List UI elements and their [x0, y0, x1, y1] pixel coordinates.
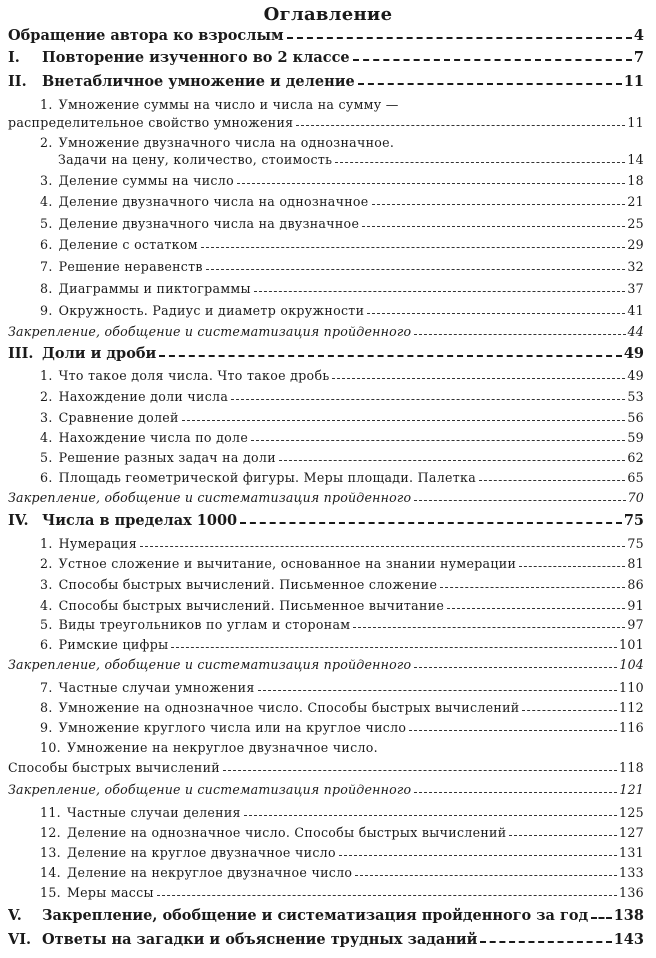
item-number: 9.: [40, 720, 53, 735]
dot-leader: [509, 834, 617, 836]
dot-leader: [206, 268, 626, 270]
dot-leader: [355, 874, 617, 876]
toc-item-2-3[interactable]: [40, 173, 644, 188]
item-text: Устное сложение и вычитание, основанное на знании нумерации: [58, 556, 517, 571]
item-number: 7.: [40, 259, 53, 274]
item-number: 4.: [40, 430, 53, 445]
item-page: 136: [619, 885, 644, 900]
toc-item-2-6[interactable]: [40, 237, 644, 252]
item-text: Умножение на однозначное число. Способы быстрых вычислений: [58, 700, 520, 715]
item-text: Умножение двузначного числа на однозначное.: [58, 135, 395, 150]
dot-leader: [335, 161, 625, 163]
dot-leader: [358, 82, 622, 85]
item-number: 4.: [40, 598, 53, 613]
item-page: 81: [627, 556, 644, 571]
item-text: Сравнение долей: [58, 410, 179, 425]
item-page: 37: [627, 281, 644, 296]
item-number: 3.: [40, 577, 53, 592]
summary-text: Закрепление, обобщение и систематизация пройденного: [8, 657, 412, 672]
summary-page: 121: [619, 782, 644, 797]
item-text: Умножение круглого числа или на круглое число: [58, 720, 407, 735]
toc-item-4-12[interactable]: [40, 825, 644, 840]
toc-item-4-8[interactable]: [40, 700, 644, 715]
item-number: 8.: [40, 281, 53, 296]
item-page: 21: [627, 194, 644, 209]
item-text-cont: Способы быстрых вычислений: [8, 760, 220, 775]
section-number: I.: [8, 49, 20, 66]
item-text: Деление двузначного числа на однозначное: [58, 194, 369, 209]
dot-leader: [296, 124, 625, 126]
section-number: IV.: [8, 512, 29, 529]
dot-leader: [201, 246, 626, 248]
entry-text: Обращение автора ко взрослым: [8, 27, 284, 44]
toc-item-3-6[interactable]: [40, 470, 644, 485]
item-text: Меры массы: [66, 885, 154, 900]
item-number: 15.: [40, 885, 61, 900]
item-page: 112: [619, 700, 644, 715]
section-number: VI.: [8, 931, 32, 948]
toc-item-2-1-line2[interactable]: [8, 115, 644, 130]
item-page: 133: [619, 865, 644, 880]
item-number: 6.: [40, 470, 53, 485]
item-page: 97: [627, 617, 644, 632]
toc-item-4-10-line2[interactable]: [8, 760, 644, 775]
item-text: Диаграммы и пиктограммы: [58, 281, 251, 296]
item-page: 125: [619, 805, 644, 820]
item-text: Решение неравенств: [58, 259, 203, 274]
summary-page: 44: [627, 324, 644, 339]
item-text-cont: распределительное свойство умножения: [8, 115, 294, 130]
item-number: 3.: [40, 410, 53, 425]
item-page: 53: [627, 389, 644, 404]
item-text: Римские цифры: [58, 637, 169, 652]
item-page: 56: [627, 410, 644, 425]
item-text: Нумерация: [58, 536, 137, 551]
item-text: Деление двузначного числа на двузначное: [58, 216, 360, 231]
toc-item-4-6[interactable]: [40, 637, 644, 652]
dot-leader: [237, 182, 625, 184]
toc-summary-4a[interactable]: [8, 657, 644, 672]
toc-section-4[interactable]: [8, 512, 644, 529]
item-text: Виды треугольников по углам и сторонам: [58, 617, 351, 632]
toc-item-2-8[interactable]: [40, 281, 644, 296]
section-page: 75: [623, 512, 644, 529]
item-number: 7.: [40, 680, 53, 695]
dot-leader: [372, 203, 626, 205]
item-page: 49: [627, 368, 644, 383]
item-text: Деление суммы на число: [58, 173, 234, 188]
section-title: Доли и дроби: [42, 345, 157, 362]
item-text: Частные случаи деления: [66, 805, 241, 820]
item-number: 5.: [40, 216, 53, 231]
toc-section-1[interactable]: [8, 49, 644, 66]
dot-leader: [251, 439, 625, 441]
item-number: 6.: [40, 237, 53, 252]
toc-item-2-7[interactable]: [40, 259, 644, 274]
section-page: 11: [623, 73, 644, 90]
toc-item-2-1-line1[interactable]: [40, 97, 644, 112]
toc-item-3-1[interactable]: [40, 368, 644, 383]
item-text: Площадь геометрической фигуры. Меры площади. Палетка: [58, 470, 477, 485]
dot-leader: [339, 854, 617, 856]
section-page: 138: [613, 907, 644, 924]
page-title: Оглавление: [263, 4, 393, 25]
dot-leader: [480, 940, 611, 943]
item-page: 11: [627, 115, 644, 130]
dot-leader: [223, 769, 617, 771]
dot-leader: [231, 398, 625, 400]
item-page: 29: [627, 237, 644, 252]
toc-item-4-7[interactable]: [40, 680, 644, 695]
toc-entry-author-note[interactable]: [8, 27, 644, 44]
item-number: 4.: [40, 194, 53, 209]
toc-item-2-9[interactable]: [40, 303, 644, 318]
item-page: 101: [619, 637, 644, 652]
toc-item-4-10-line1[interactable]: [40, 740, 644, 755]
item-page: 116: [619, 720, 644, 735]
toc-item-4-1[interactable]: [40, 536, 644, 551]
item-page: 41: [627, 303, 644, 318]
summary-page: 104: [619, 657, 644, 672]
item-page: 25: [627, 216, 644, 231]
toc-item-3-5[interactable]: [40, 450, 644, 465]
item-number: 8.: [40, 700, 53, 715]
item-number: 5.: [40, 617, 53, 632]
item-number: 1.: [40, 97, 53, 112]
dot-leader: [157, 894, 617, 896]
toc-item-4-2[interactable]: [40, 556, 644, 571]
dot-leader: [414, 499, 625, 501]
item-number: 11.: [40, 805, 61, 820]
dot-leader: [440, 586, 625, 588]
dot-leader: [409, 729, 617, 731]
dot-leader: [362, 225, 625, 227]
section-title: Числа в пределах 1000: [42, 512, 238, 529]
item-text: Нахождение числа по доле: [58, 430, 249, 445]
item-page: 127: [619, 825, 644, 840]
dot-leader: [140, 545, 625, 547]
dot-leader: [353, 626, 625, 628]
item-number: 6.: [40, 637, 53, 652]
entry-page: 4: [633, 27, 644, 44]
item-number: 1.: [40, 368, 53, 383]
section-title: Закрепление, обобщение и систематизация пройденного за год: [42, 907, 589, 924]
item-page: 62: [627, 450, 644, 465]
section-number: III.: [8, 345, 34, 362]
summary-text: Закрепление, обобщение и систематизация пройденного: [8, 782, 412, 797]
dot-leader: [258, 689, 617, 691]
dot-leader: [414, 791, 617, 793]
item-text: Деление на некруглое двузначное число: [66, 865, 353, 880]
item-page: 86: [627, 577, 644, 592]
toc-item-4-15[interactable]: [40, 885, 644, 900]
dot-leader: [244, 814, 617, 816]
item-text: Деление на однозначное число. Способы быстрых вычислений: [66, 825, 507, 840]
item-number: 1.: [40, 536, 53, 551]
toc-item-4-13[interactable]: [40, 845, 644, 860]
item-text: Умножение на некруглое двузначное число.: [66, 740, 378, 755]
item-number: 5.: [40, 450, 53, 465]
dot-leader: [171, 646, 617, 648]
toc-item-3-3[interactable]: [40, 410, 644, 425]
dot-leader: [240, 521, 622, 524]
item-page: 18: [627, 173, 644, 188]
section-page: 7: [633, 49, 644, 66]
toc-summary-2[interactable]: [8, 324, 644, 339]
dot-leader: [159, 354, 622, 357]
toc-summary-3[interactable]: [8, 490, 644, 505]
toc-item-3-2[interactable]: [40, 389, 644, 404]
toc-section-6[interactable]: [8, 931, 644, 948]
item-number: 14.: [40, 865, 61, 880]
item-number: 9.: [40, 303, 53, 318]
toc-section-2[interactable]: [8, 73, 644, 90]
dot-leader: [479, 479, 625, 481]
item-page: 118: [619, 760, 644, 775]
item-text: Окружность. Радиус и диаметр окружности: [58, 303, 365, 318]
toc-section-5[interactable]: [8, 907, 644, 924]
item-text: Способы быстрых вычислений. Письменное вычитание: [58, 598, 445, 613]
dot-leader: [519, 565, 625, 567]
section-page: 49: [623, 345, 644, 362]
item-text: Деление с остатком: [58, 237, 198, 252]
item-number: 2.: [40, 389, 53, 404]
toc-item-2-2-line1[interactable]: [40, 135, 644, 150]
toc-item-2-5[interactable]: [40, 216, 644, 231]
item-number: 2.: [40, 135, 53, 150]
summary-text: Закрепление, обобщение и систематизация пройденного: [8, 324, 412, 339]
item-page: 110: [619, 680, 644, 695]
item-page: 59: [627, 430, 644, 445]
dot-leader: [367, 312, 625, 314]
item-page: 32: [627, 259, 644, 274]
toc-summary-4b[interactable]: [8, 782, 644, 797]
item-text: Решение разных задач на доли: [58, 450, 276, 465]
section-title: Ответы на загадки и объяснение трудных заданий: [42, 931, 478, 948]
summary-text: Закрепление, обобщение и систематизация пройденного: [8, 490, 412, 505]
section-title: Повторение изученного во 2 классе: [42, 49, 350, 66]
toc-item-2-4[interactable]: [40, 194, 644, 209]
item-page: 14: [627, 152, 644, 167]
dot-leader: [353, 58, 632, 61]
item-text: Что такое доля числа. Что такое дробь: [58, 368, 330, 383]
toc-item-4-3[interactable]: [40, 577, 644, 592]
dot-leader: [414, 666, 617, 668]
item-text: Частные случаи умножения: [58, 680, 255, 695]
dot-leader: [447, 607, 625, 609]
dot-leader: [414, 333, 625, 335]
section-page: 143: [613, 931, 644, 948]
item-number: 10.: [40, 740, 61, 755]
item-page: 75: [627, 536, 644, 551]
section-number: II.: [8, 73, 27, 90]
item-text: Деление на круглое двузначное число: [66, 845, 336, 860]
dot-leader: [522, 709, 617, 711]
dot-leader: [254, 290, 626, 292]
item-number: 13.: [40, 845, 61, 860]
toc-item-3-4[interactable]: [40, 430, 644, 445]
item-page: 91: [627, 598, 644, 613]
toc-item-2-2-line2[interactable]: [58, 152, 644, 167]
item-number: 2.: [40, 556, 53, 571]
item-text-cont: Задачи на цену, количество, стоимость: [58, 152, 333, 167]
toc-section-3[interactable]: [8, 345, 644, 362]
toc-item-4-4[interactable]: [40, 598, 644, 613]
item-number: 12.: [40, 825, 61, 840]
toc-item-4-9[interactable]: [40, 720, 644, 735]
item-text: Нахождение доли числа: [58, 389, 229, 404]
dot-leader: [182, 419, 626, 421]
toc-item-4-5[interactable]: [40, 617, 644, 632]
dot-leader: [287, 36, 632, 39]
summary-page: 70: [627, 490, 644, 505]
item-page: 131: [619, 845, 644, 860]
item-number: 3.: [40, 173, 53, 188]
toc-item-4-14[interactable]: [40, 865, 644, 880]
toc-item-4-11[interactable]: [40, 805, 644, 820]
dot-leader: [332, 377, 625, 379]
section-title: Внетабличное умножение и деление: [42, 73, 355, 90]
item-text: Умножение суммы на число и числа на сумму —: [58, 97, 399, 112]
dot-leader: [591, 916, 612, 919]
section-number: V.: [8, 907, 22, 924]
dot-leader: [279, 459, 625, 461]
item-page: 65: [627, 470, 644, 485]
item-text: Способы быстрых вычислений. Письменное сложение: [58, 577, 438, 592]
